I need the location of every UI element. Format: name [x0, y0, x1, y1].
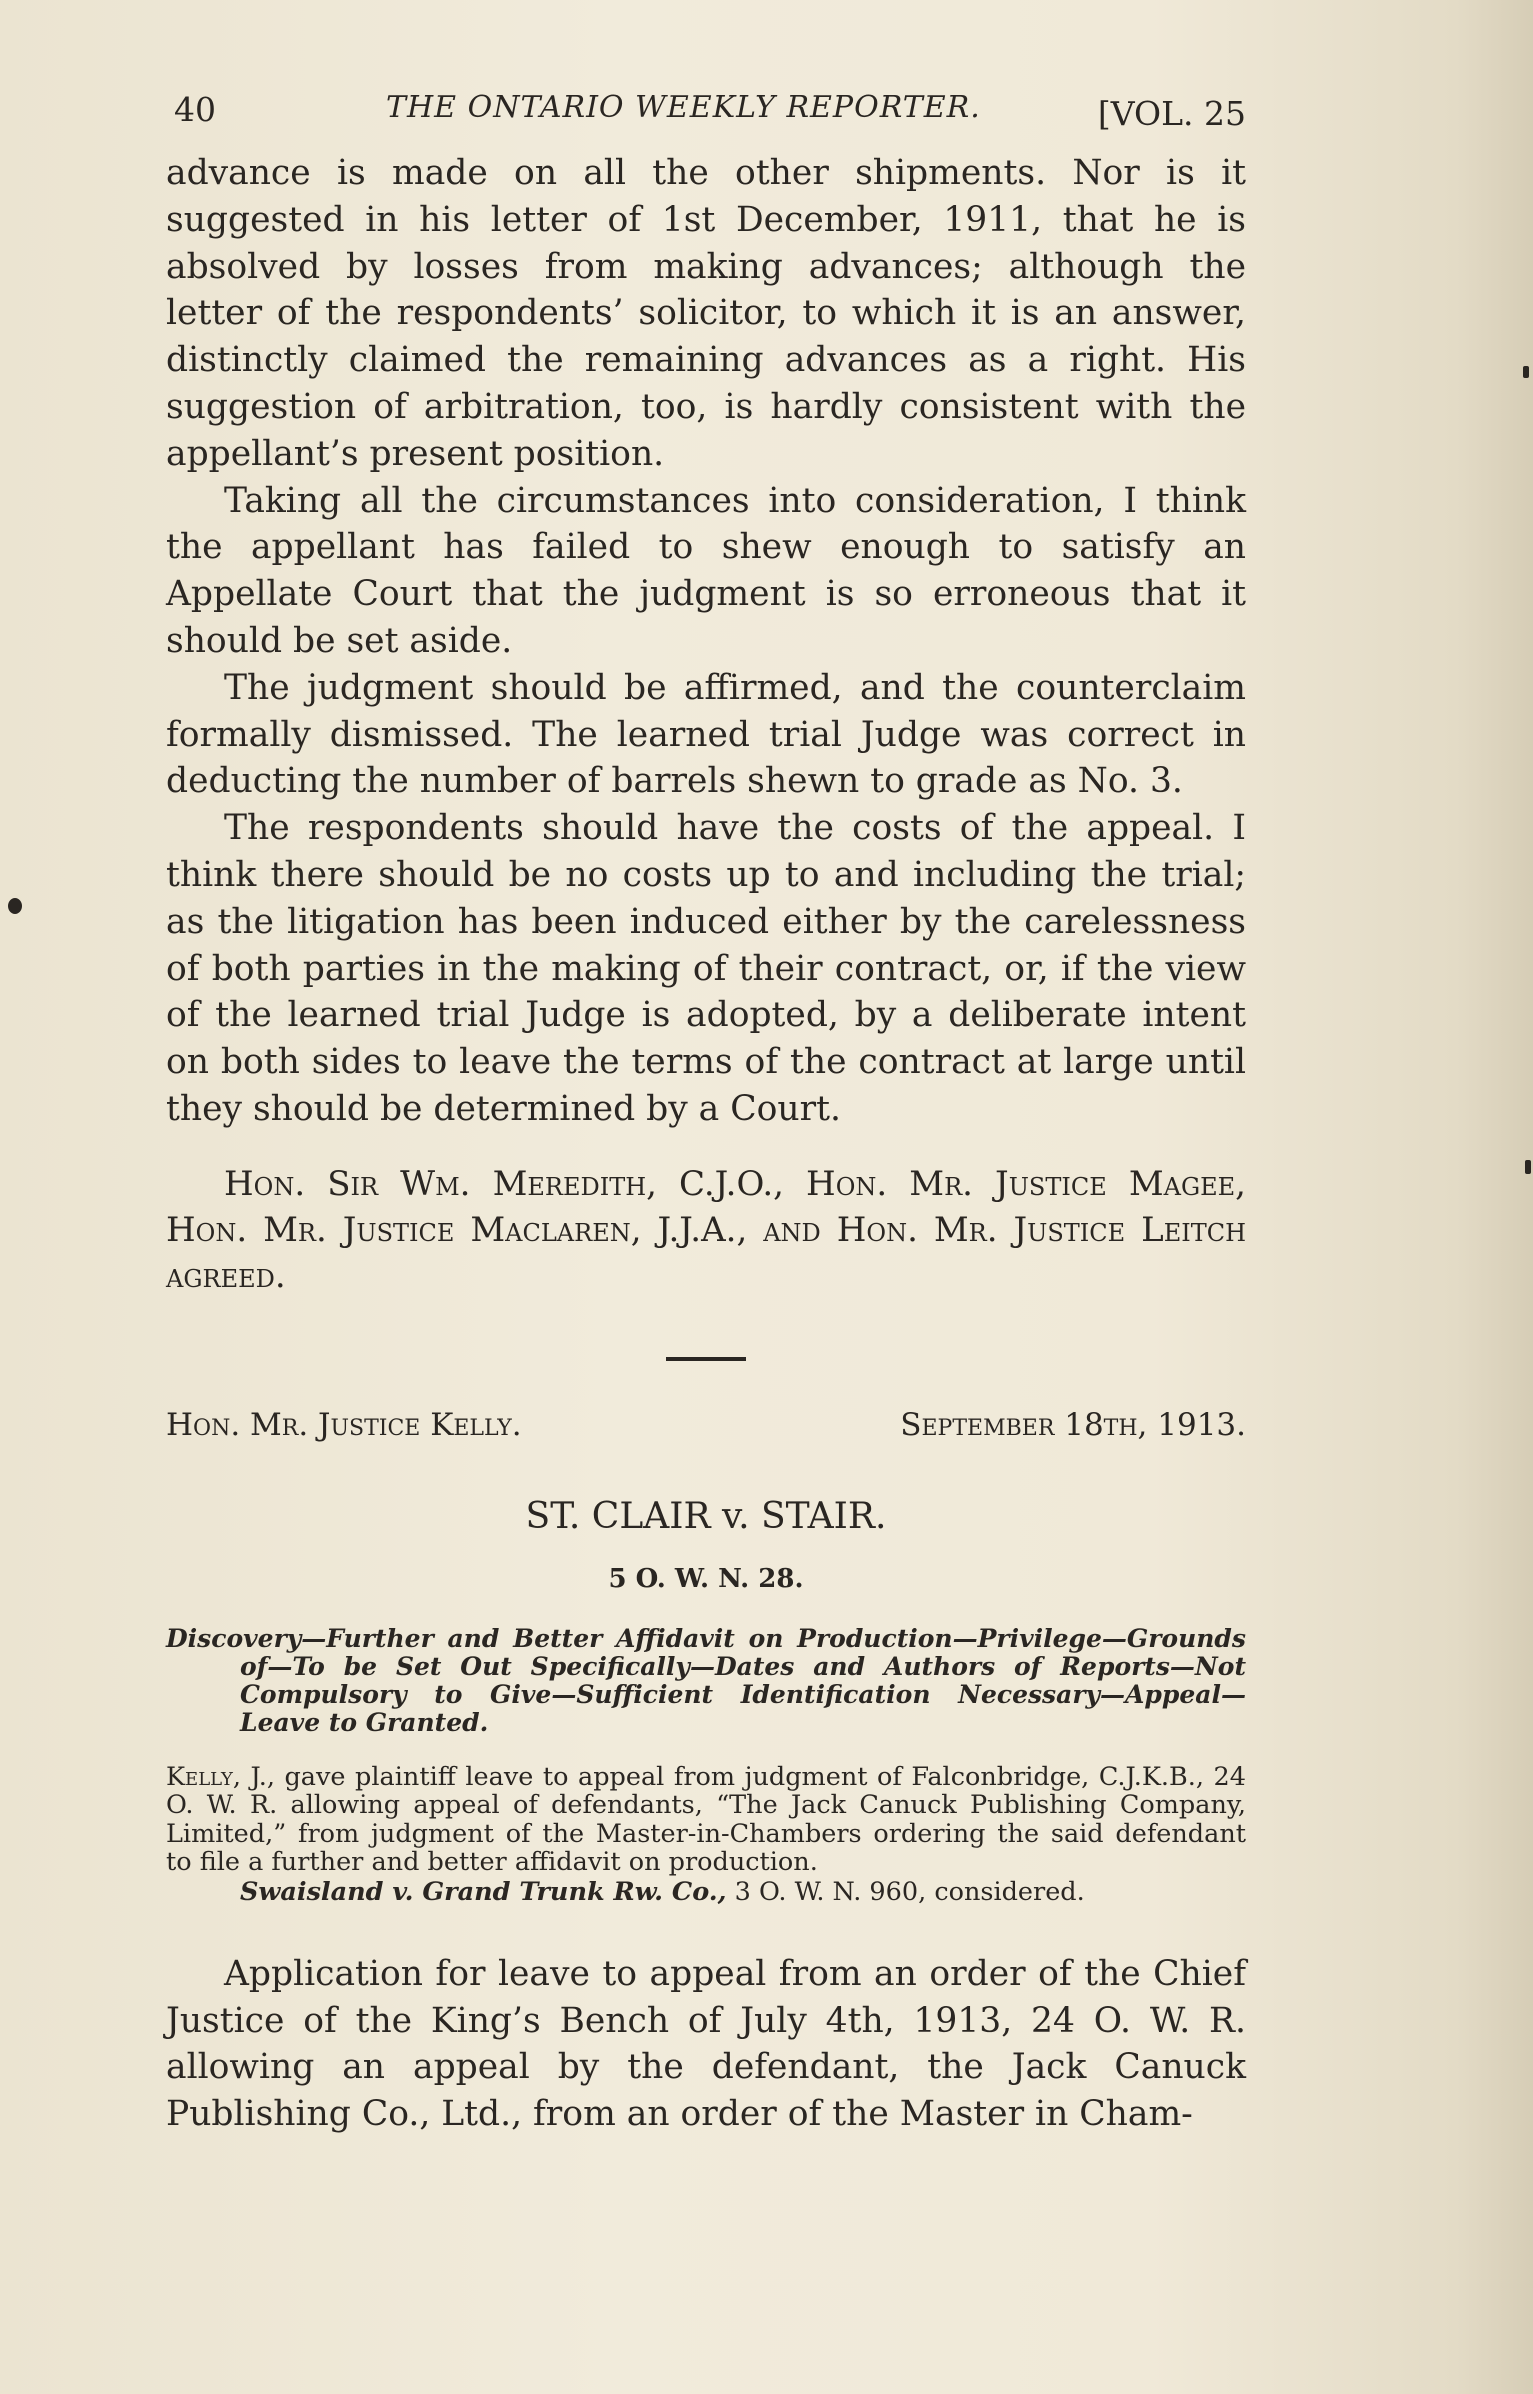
running-head — [166, 80, 1246, 150]
summary-citation — [166, 1877, 1246, 1907]
concurrence: Hon. Sir Wm. Meredith, C.J.O., Hon. Mr. Justice Magee, Hon. Mr. Justice Maclaren, J.J.A., and Hon. Mr. Justice Leitch agreed. — [166, 1163, 1246, 1296]
case-headnote: Discovery—Further and Better Affidavit on Production—Privilege—Grounds of—To be Set Out Specifically—Dates and Authors of Reports—Not Compulsory to Give—Sufficient Identification Necessary—Appeal—Leave to Granted. — [166, 1623, 1246, 1737]
page-content — [166, 80, 1246, 2138]
paragraph-continuation: advance is made on all the other shipments. Nor is it suggested in his letter of 1st December, 1911, that he is absolved by losses from making advances; although the letter of the respondents’ solicitor, to which it is an answer, distinctly claimed the remaining advances as a right. His suggestion of arbitration, too, is hardly consistent with the appellant’s present position. — [166, 153, 1246, 474]
paragraph-costs: The respondents should have the costs of the appeal. I think there should be no costs up to and including the trial; as the litigation has been induced either by the carelessness of both parties in the making of their contract, or, if the view of the learned trial Judge is adopted, by a deliberate intent on both sides to leave the terms of the contract at large until they should be determined by a Court. — [166, 808, 1246, 1129]
paragraph-application: Application for leave to appeal from an order of the Chief Justice of the King’s Bench of July 4th, 1913, 24 O. W. R. allowing an appeal by the defendant, the Jack Canuck Publishing Co., Ltd., from an order of the Master in Cham- — [166, 1953, 1246, 2135]
case-title: ST. CLAIR v. STAIR. — [525, 1495, 887, 1537]
summary-citation-rest: 3 O. W. N. 960, considered. — [726, 1876, 1085, 1907]
volume-label: [VOL. 25 — [1097, 94, 1246, 133]
journal-title: THE ONTARIO WEEKLY REPORTER. — [386, 90, 981, 125]
margin-mark — [1523, 366, 1529, 378]
page-number: 40 — [174, 90, 216, 129]
case-judge: Hon. Mr. Justice Kelly. — [166, 1406, 522, 1443]
summary-citation-case: Swaisland v. Grand Trunk Rw. Co., — [240, 1876, 727, 1907]
margin-mark — [1525, 1160, 1531, 1174]
case-citation: 5 O. W. N. 28. — [608, 1563, 804, 1594]
summary-judge-name: Kelly, J., — [166, 1761, 275, 1792]
section-divider — [666, 1357, 746, 1361]
summary-text: gave plaintiff leave to appeal from judgment of Falconbridge, C.J.K.B., 24 O. W. R. allowing appeal of defendants, “The Jack Canuck Publishing Company, Limited,” from judgment of the Master-in-Chambers ordering the said defendant to file a further and better affidavit on production. — [166, 1761, 1246, 1878]
case-judge-date-line — [166, 1405, 1246, 1445]
ink-blot-mark — [8, 898, 22, 914]
paragraph-circumstances: Taking all the circumstances into consideration, I think the appellant has failed to shew enough to satisfy an Appellate Court that the judgment is so erroneous that it should be set aside. — [166, 480, 1246, 661]
paragraph-judgment-affirmed: The judgment should be affirmed, and the counterclaim formally dismissed. The learned trial Judge was correct in deducting the number of barrels shewn to grade as No. 3. — [166, 667, 1246, 802]
case-summary — [166, 1763, 1246, 1877]
case-date: September 18th, 1913. — [900, 1406, 1246, 1443]
